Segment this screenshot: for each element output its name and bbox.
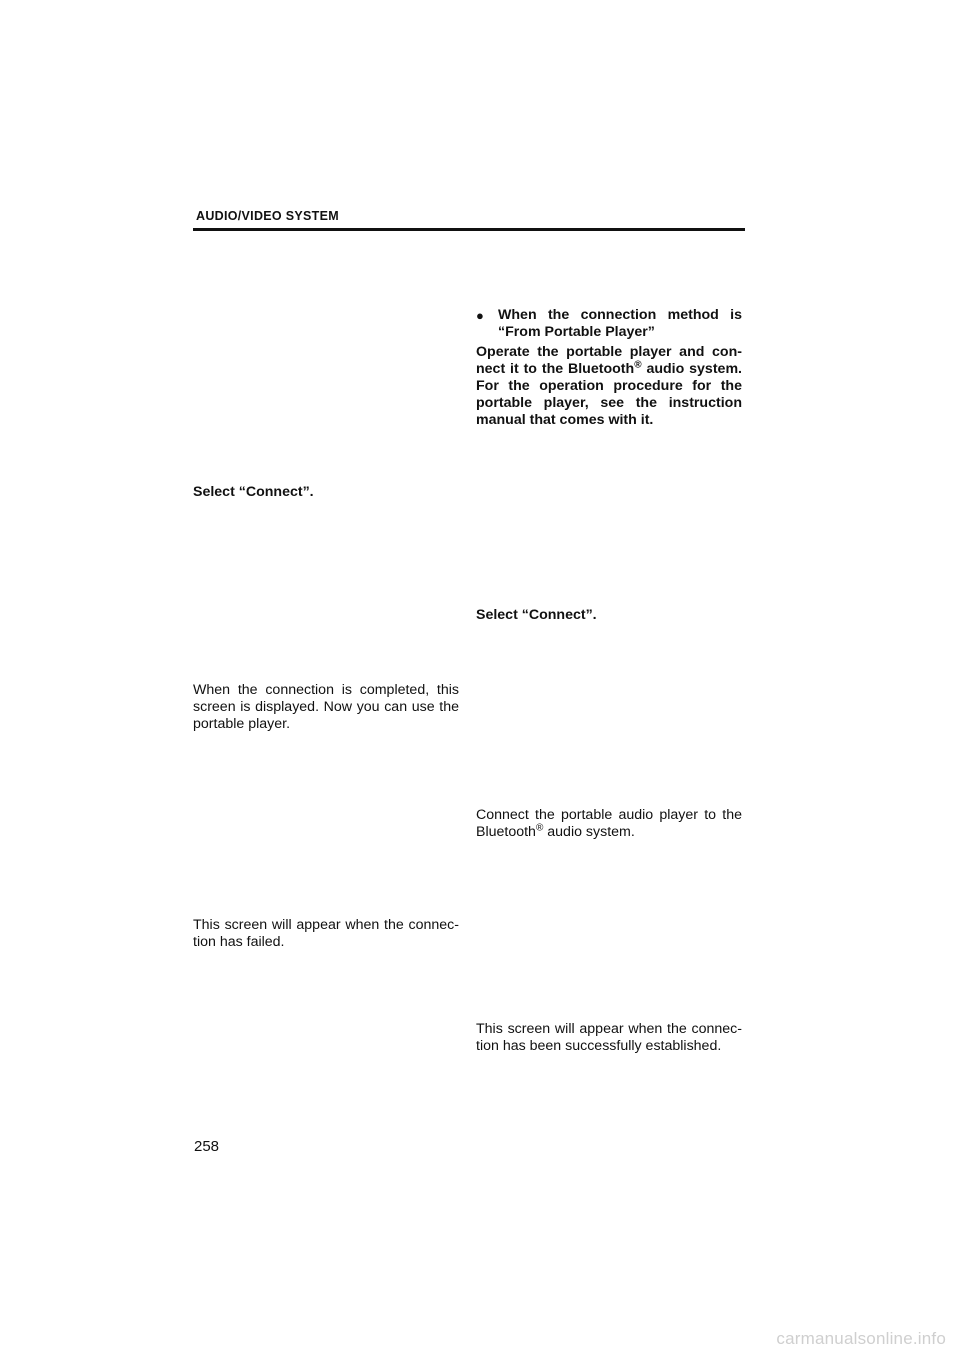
text-line: When the connection method is bbox=[498, 307, 742, 323]
text-line: Connect the portable audio player to the bbox=[476, 807, 742, 823]
connect-audio-player-text bbox=[476, 807, 742, 841]
watermark-text: carmanualsonline.info bbox=[776, 1329, 946, 1348]
text-line: tion has failed. bbox=[193, 934, 285, 950]
section-header-title: AUDIO/VIDEO SYSTEM bbox=[196, 209, 339, 223]
text-line: This screen will appear when the connec- bbox=[193, 917, 459, 933]
text-line: portable player. bbox=[193, 716, 291, 732]
text-line: When the connection is completed, this bbox=[193, 682, 459, 698]
registered-mark: ® bbox=[535, 822, 544, 834]
operate-portable-player-text bbox=[476, 344, 742, 429]
registered-mark: ® bbox=[634, 359, 642, 371]
text-line: “From Portable Player” bbox=[498, 324, 655, 340]
bullet-heading-from-portable-player bbox=[476, 307, 742, 341]
header-rule bbox=[193, 228, 745, 231]
text-line: screen is displayed. Now you can use the bbox=[193, 699, 459, 715]
text-line: tion has been successfully established. bbox=[476, 1038, 722, 1054]
text-line: This screen will appear when the connec- bbox=[476, 1021, 742, 1037]
text-line: Operate the portable player and con- bbox=[476, 344, 742, 360]
text-line: portable player, see the instruction bbox=[476, 395, 742, 411]
left-connection-failed-text bbox=[193, 917, 459, 951]
connection-success-text bbox=[476, 1021, 742, 1055]
text-line: Bluetooth® audio system. bbox=[476, 822, 635, 840]
bullet-icon: ● bbox=[476, 308, 484, 323]
left-select-connect-instruction: Select “Connect”. bbox=[193, 484, 314, 500]
page-number: 258 bbox=[194, 1138, 220, 1155]
text-line: For the operation procedure for the bbox=[476, 378, 742, 394]
text-line: manual that comes with it. bbox=[476, 412, 654, 428]
text-line: nect it to the Bluetooth® audio system. bbox=[476, 359, 742, 377]
right-select-connect-instruction: Select “Connect”. bbox=[476, 607, 597, 623]
left-connection-completed-text bbox=[193, 682, 459, 733]
